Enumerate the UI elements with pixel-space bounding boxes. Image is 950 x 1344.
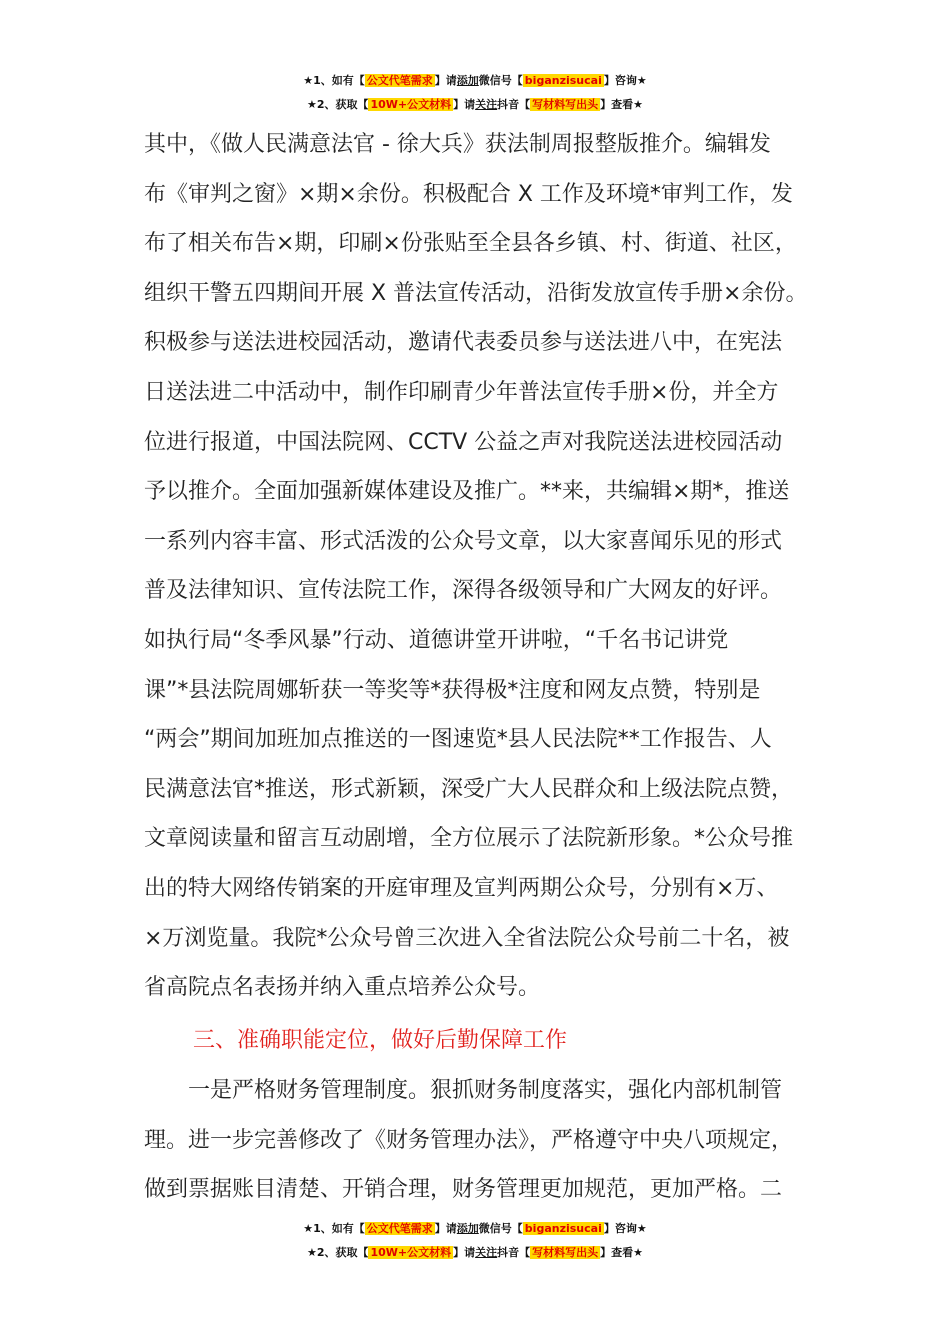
promo-underline: 关注 bbox=[475, 98, 498, 111]
promo-banner-bottom bbox=[0, 1217, 950, 1265]
text-line: 理。进一步完善修改了《财务管理办法》，严格遵守中央八项规定， bbox=[144, 1127, 794, 1153]
promo-line-1 bbox=[0, 69, 950, 93]
text-line: 做到票据账目清楚、开销合理，财务管理更加规范，更加严格。二 bbox=[144, 1177, 783, 1203]
text-line: 出的特大网络传销案的开庭审理及宣判两期公众号，分别有×万、 bbox=[144, 875, 779, 901]
promo-highlight: biganzisucai bbox=[524, 1222, 602, 1235]
promo-text: 微信号【 bbox=[478, 74, 523, 87]
promo-highlight: 公文代笔需求 bbox=[366, 1222, 433, 1235]
promo-text: 】咨询★ bbox=[603, 1222, 647, 1235]
promo-text: 抖音【 bbox=[497, 1246, 531, 1259]
promo-text: 微信号【 bbox=[478, 1222, 523, 1235]
promo-underline: 添加 bbox=[456, 1222, 479, 1235]
promo-banner-top bbox=[0, 69, 950, 117]
text-line: 组织干警五四期间开展 X 普法宣传活动，沿街发放宣传手册×余份。 bbox=[144, 280, 808, 306]
section-heading: 三、准确职能定位，做好后勤保障工作 bbox=[193, 1028, 568, 1053]
promo-highlight: 写材料写出头 bbox=[532, 98, 599, 111]
text-line: 一系列内容丰富、形式活泼的公众号文章，以大家喜闻乐见的形式 bbox=[144, 528, 783, 554]
text-line: 积极参与送法进校园活动，邀请代表委员参与送法进八中，在宪法 bbox=[144, 330, 783, 356]
promo-underline: 关注 bbox=[475, 1246, 498, 1259]
promo-line-1 bbox=[0, 1217, 950, 1241]
promo-text: 】请 bbox=[453, 98, 476, 111]
promo-highlight: biganzisucai bbox=[524, 74, 602, 87]
promo-text: 】咨询★ bbox=[603, 74, 647, 87]
text-line: 位进行报道，中国法院网、CCTV 公益之声对我院送法进校园活动 bbox=[144, 429, 783, 455]
promo-highlight: 公文代笔需求 bbox=[366, 74, 433, 87]
text-line: 如执行局“冬季风暴”行动、道德讲堂开讲啦，“千名书记讲党 bbox=[144, 627, 729, 653]
text-line: 布《审判之窗》×期×余份。积极配合 X 工作及环境*审判工作，发 bbox=[144, 181, 793, 207]
promo-highlight: 10W+公文材料 bbox=[370, 98, 452, 111]
body-paragraph-1 bbox=[144, 120, 834, 1013]
promo-line-2 bbox=[0, 1241, 950, 1265]
text-line: 一是严格财务管理制度。狠抓财务制度落实，强化内部机制管 bbox=[144, 1078, 783, 1103]
text-line: “两会”期间加班加点推送的一图速览*县人民法院**工作报告、人 bbox=[144, 727, 772, 753]
promo-text: ★1、如有【 bbox=[303, 74, 365, 87]
promo-highlight: 写材料写出头 bbox=[532, 1246, 599, 1259]
promo-text: 】请 bbox=[453, 1246, 476, 1259]
promo-text: 】请 bbox=[434, 74, 457, 87]
text-line: 普及法律知识、宣传法院工作，深得各级领导和广大网友的好评。 bbox=[144, 578, 783, 604]
text-line: 课”*县法院周娜斩获一等奖等*获得极*注度和网友点赞，特别是 bbox=[144, 677, 761, 703]
promo-text: ★1、如有【 bbox=[303, 1222, 365, 1235]
text-line: 布了相关布告×期，印刷×份张贴至全县各乡镇、村、街道、社区， bbox=[144, 231, 797, 257]
text-line: 予以推介。全面加强新媒体建设及推广。**来，共编辑×期*，推送 bbox=[144, 479, 790, 505]
text-line: 文章阅读量和留言互动剧增，全方位展示了法院新形象。*公众号推 bbox=[144, 826, 794, 852]
promo-text: ★2、获取【 bbox=[306, 1246, 369, 1259]
promo-underline: 添加 bbox=[456, 74, 479, 87]
promo-highlight: 10W+公文材料 bbox=[370, 1246, 452, 1259]
promo-text: 】查看★ bbox=[600, 98, 644, 111]
promo-text: 】查看★ bbox=[600, 1246, 644, 1259]
promo-text: 】请 bbox=[434, 1222, 457, 1235]
text-line: ×万浏览量。我院*公众号曾三次进入全省法院公众号前二十名，被 bbox=[144, 925, 790, 951]
text-line: 省高院点名表扬并纳入重点培养公众号。 bbox=[144, 975, 541, 1001]
promo-text: 抖音【 bbox=[497, 98, 531, 111]
promo-text: ★2、获取【 bbox=[306, 98, 369, 111]
text-line: 其中，《做人民满意法官 - 徐大兵》获法制周报整版推介。编辑发 bbox=[144, 132, 771, 157]
body-paragraph-2 bbox=[144, 1066, 834, 1215]
text-line: 日送法进二中活动中，制作印刷青少年普法宣传手册×份，并全方 bbox=[144, 379, 779, 405]
text-line: 民满意法官*推送，形式新颖，深受广大人民群众和上级法院点赞， bbox=[144, 776, 794, 802]
promo-line-2 bbox=[0, 93, 950, 117]
